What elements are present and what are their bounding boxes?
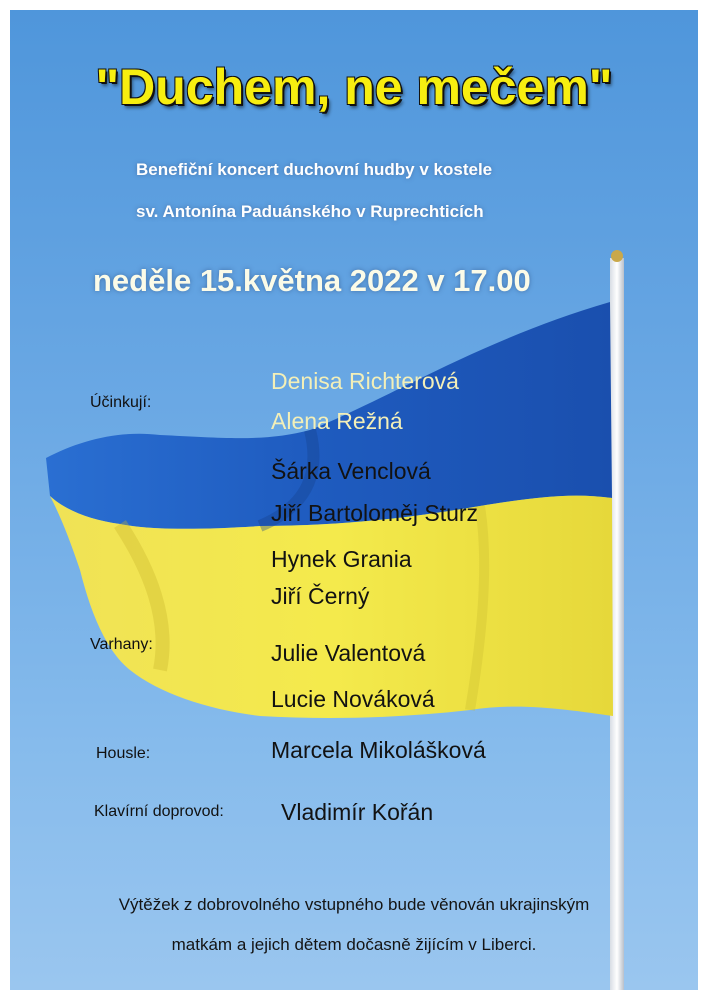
performer-name: Denisa Richterová: [271, 368, 459, 394]
subtitle-line-2: sv. Antonína Paduánského v Ruprechticích: [136, 202, 484, 221]
poster: [10, 10, 698, 990]
performers-label: Účinkují:: [90, 394, 152, 411]
performer-name: Šárka Venclová: [271, 458, 431, 484]
flagpole-finial: [611, 250, 623, 262]
pianist-name: Vladimír Kořán: [281, 799, 434, 825]
performer-name: Alena Režná: [271, 408, 403, 434]
organist-name: Lucie Nováková: [271, 686, 435, 712]
organist-name: Julie Valentová: [271, 640, 426, 666]
event-date-time: neděle 15.května 2022 v 17.00: [93, 263, 531, 298]
performer-name: Jiří Černý: [271, 583, 370, 609]
performer-name: Jiří Bartoloměj Sturz: [271, 500, 479, 526]
footer-note-line-1: Výtěžek z dobrovolného vstupného bude věnován ukrajinským: [118, 895, 590, 914]
piano-label: Klavírní doprovod:: [94, 803, 224, 820]
subtitle-line-1: Benefiční koncert duchovní hudby v kostele: [136, 160, 493, 179]
footer-note-line-2: matkám a jejich dětem dočasně žijícím v Liberci.: [171, 935, 537, 954]
violinist-name: Marcela Mikolášková: [271, 737, 486, 763]
poster-title: "Duchem, ne mečem": [95, 59, 613, 115]
organ-label: Varhany:: [90, 636, 153, 653]
violin-label: Housle:: [96, 745, 151, 762]
performer-name: Hynek Grania: [271, 546, 412, 572]
